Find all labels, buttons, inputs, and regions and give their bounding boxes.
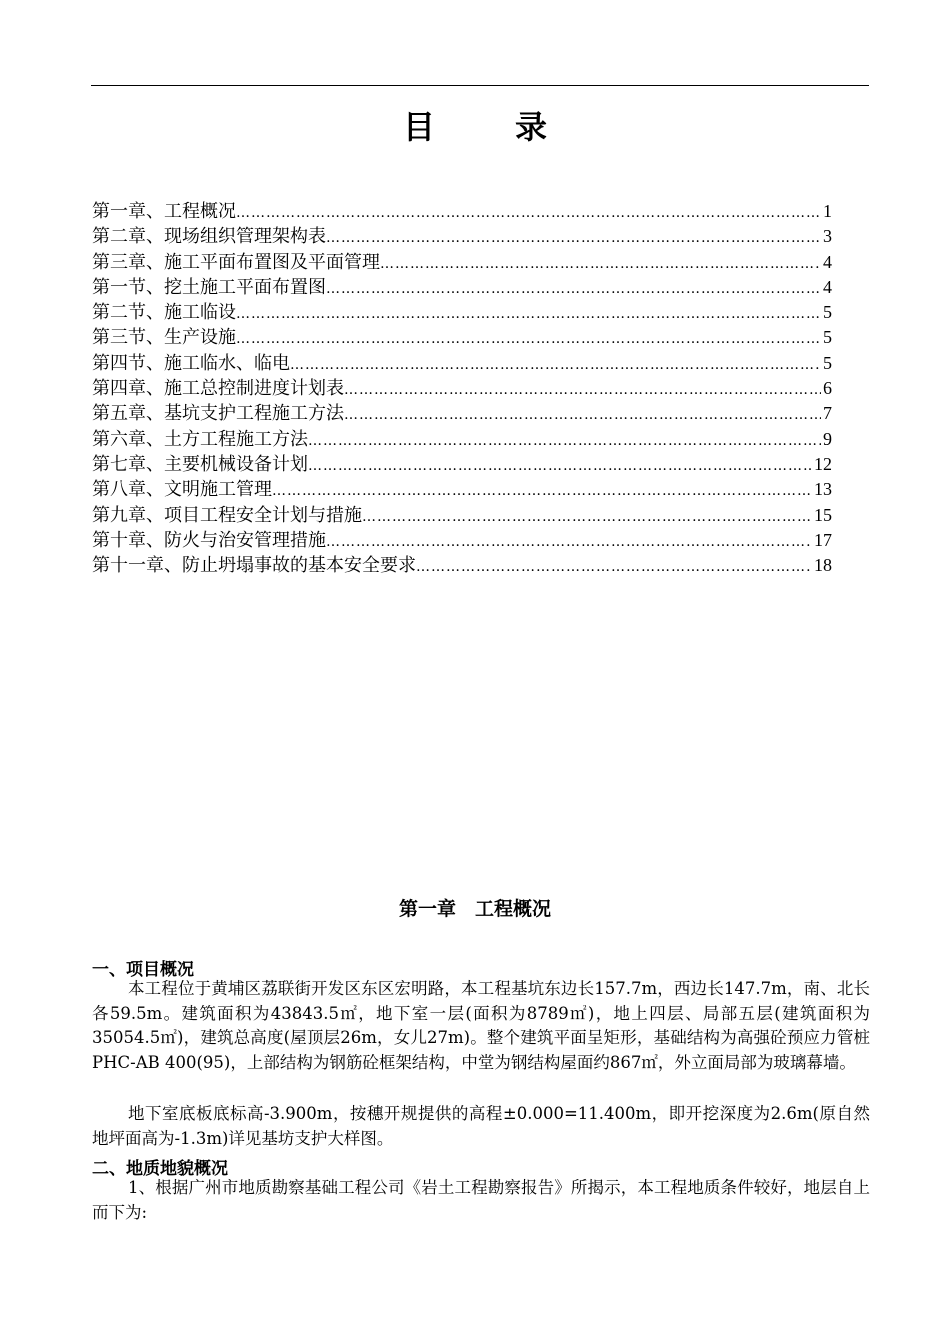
section-heading-geology: 二、地质地貌概况: [92, 1159, 228, 1179]
toc-entry-label: 第十一章、防止坍塌事故的基本安全要求: [92, 555, 416, 577]
toc-entry[interactable]: [92, 349, 832, 374]
toc-leader: [344, 382, 821, 398]
toc-entry[interactable]: [92, 551, 832, 576]
top-rule: [91, 85, 869, 86]
toc-leader: [362, 509, 812, 525]
toc-leader: [326, 281, 821, 297]
table-of-contents: [92, 197, 832, 576]
toc-leader: [380, 256, 821, 272]
toc-entry-page: 6: [823, 378, 832, 399]
toc-entry[interactable]: [92, 298, 832, 323]
toc-entry-label: 第六章、土方工程施工方法: [92, 428, 308, 450]
toc-entry-page: 4: [823, 251, 832, 272]
toc-entry-page: 17: [814, 529, 832, 550]
toc-leader: [236, 205, 821, 221]
toc-leader: [236, 331, 821, 347]
toc-entry[interactable]: [92, 323, 832, 348]
toc-leader: [272, 483, 812, 499]
toc-leader: [326, 534, 812, 550]
toc-entry-label: 第四节、施工临水、临电: [92, 352, 290, 374]
toc-entry-page: 4: [823, 276, 832, 297]
toc-entry[interactable]: [92, 273, 832, 298]
toc-entry-label: 第一章、工程概况: [92, 201, 236, 222]
toc-entry-label: 第十章、防火与治安管理措施: [92, 529, 326, 551]
toc-entry-page: 12: [814, 453, 832, 474]
toc-entry-page: 15: [814, 504, 832, 525]
toc-entry-label: 第七章、主要机械设备计划: [92, 453, 308, 475]
toc-entry-label: 第五章、基坑支护工程施工方法: [92, 403, 344, 425]
paragraph-project-overview: 本工程位于黄埔区荔联街开发区东区宏明路，本工程基坑东边长157.7m，西边长147.7m，南、北长各59.5m。建筑面积为43843.5㎡，地下室一层(面积为8789㎡)，地上四层、局部五层(建筑面积为35054.5㎡)，建筑总高度(屋顶层26m，女儿27m)。整个建筑平面呈矩形，基础结构为高强砼预应力管桩PHC-AB 400(95)，上部结构为钢筋砼框架结构，中堂为钢结构屋面约867㎡，外立面局部为玻璃幕墙。: [92, 979, 870, 1072]
chapter-title: 第一章 工程概况: [398, 898, 551, 920]
paragraph-excavation-depth: 地下室底板底标高-3.900m，按穗开规提供的高程±0.000=11.400m，即开挖深度为2.6m(原自然地坪面高为-1.3m)详见基坊支护大样图。: [92, 1104, 870, 1148]
toc-leader: [326, 230, 821, 246]
toc-entry[interactable]: [92, 425, 832, 450]
toc-entry-label: 第八章、文明施工管理: [92, 479, 272, 501]
toc-entry-page: 5: [823, 302, 832, 323]
toc-leader: [308, 433, 821, 449]
toc-entry[interactable]: [92, 399, 832, 424]
toc-entry-page: 1: [823, 201, 832, 221]
toc-entry[interactable]: [92, 222, 832, 247]
toc-leader: [308, 458, 812, 474]
toc-entry[interactable]: [92, 501, 832, 526]
toc-entry-page: 7: [823, 403, 832, 424]
toc-entry-label: 第二章、现场组织管理架构表: [92, 226, 326, 248]
toc-entry-page: 9: [823, 428, 832, 449]
toc-entry[interactable]: [92, 526, 832, 551]
toc-leader: [344, 407, 821, 423]
toc-entry[interactable]: [92, 197, 832, 222]
toc-leader: [290, 357, 821, 373]
toc-leader: [236, 306, 821, 322]
toc-entry-label: 第四章、施工总控制进度计划表: [92, 378, 344, 400]
toc-entry-page: 5: [823, 327, 832, 348]
toc-entry-label: 第九章、项目工程安全计划与措施: [92, 504, 362, 526]
toc-entry-page: 5: [823, 352, 832, 373]
toc-entry-label: 第三章、施工平面布置图及平面管理: [92, 251, 380, 273]
toc-entry-page: 3: [823, 226, 832, 247]
toc-entry-label: 第一节、挖土施工平面布置图: [92, 276, 326, 298]
paragraph-geology: 1、根据广州市地质勘察基础工程公司《岩土工程勘察报告》所揭示，本工程地质条件较好，地层自上而下为:: [92, 1178, 870, 1222]
toc-title: 目 录: [402, 108, 571, 146]
toc-entry-label: 第三节、生产设施: [92, 327, 236, 349]
section-heading-project-overview: 一、项目概况: [92, 960, 194, 980]
toc-entry-page: 18: [814, 555, 832, 576]
toc-entry-page: 13: [814, 479, 832, 500]
toc-entry[interactable]: [92, 374, 832, 399]
toc-leader: [416, 559, 812, 575]
toc-entry[interactable]: [92, 450, 832, 475]
toc-entry-label: 第二节、施工临设: [92, 302, 236, 324]
toc-entry[interactable]: [92, 248, 832, 273]
toc-entry[interactable]: [92, 475, 832, 500]
